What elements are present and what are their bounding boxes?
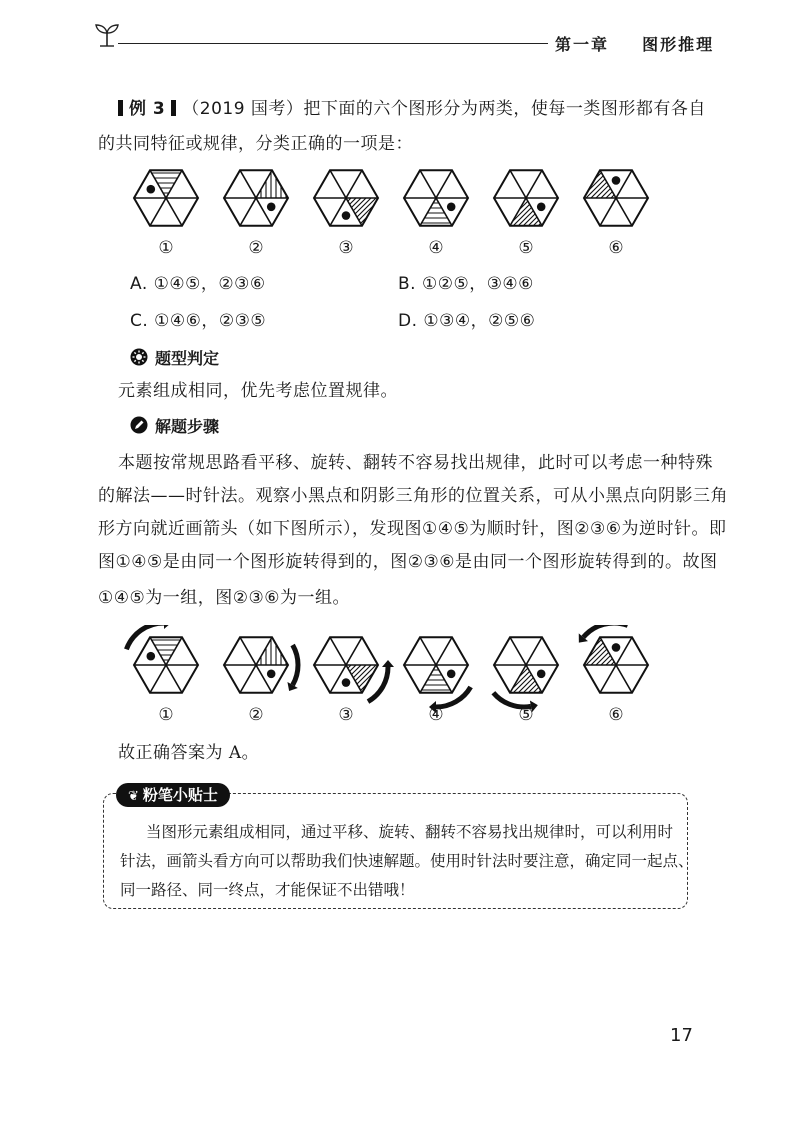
figure-row-2-label-2: ②	[248, 705, 264, 725]
solution-heading: 解题步骤	[155, 417, 220, 436]
example-bar-right	[171, 100, 176, 116]
black-dot	[612, 176, 621, 185]
tip-sprout-icon: ❦	[128, 789, 139, 804]
option-a: A. ①④⑤，②③⑥	[130, 274, 266, 294]
solution-line-1: 本题按常规思路看平移、旋转、翻转不容易找出规律，此时可以考虑一种特殊	[118, 453, 713, 473]
solution-line-2: 的解法——时针法。观察小黑点和阴影三角形的位置关系，可从小黑点向阴影三角	[98, 486, 728, 506]
figure-row-2-label-4: ④	[428, 705, 444, 725]
black-dot	[447, 202, 456, 211]
example-label: 例 3	[129, 99, 166, 119]
chapter-heading	[555, 32, 714, 55]
figure-row-1-label-3: ③	[338, 238, 354, 258]
black-dot	[537, 202, 546, 211]
example-text-1: （2019 国考）把下面的六个图形分为两类，使每一类图形都有各自	[182, 99, 706, 119]
black-dot	[612, 643, 621, 652]
hexagon-figure-6	[516, 165, 680, 238]
tip-line-3: 同一路径、同一终点，才能保证不出错哦！	[120, 881, 415, 899]
black-dot	[447, 669, 456, 678]
answer-text: 故正确答案为 A。	[118, 743, 260, 763]
black-dot	[147, 652, 156, 661]
shaded-triangle	[516, 165, 680, 238]
figure-row-1-label-4: ④	[428, 238, 444, 258]
black-dot	[537, 669, 546, 678]
figure-row-1-label-2: ②	[248, 238, 264, 258]
example-line-1	[118, 98, 706, 121]
figure-row-1-label-6: ⑥	[608, 238, 624, 258]
pencil-icon	[130, 416, 148, 434]
black-dot	[342, 678, 351, 687]
tip-line-1: 当图形元素组成相同，通过平移、旋转、翻转不容易找出规律时，可以利用时	[146, 823, 674, 841]
solution-line-3: 形方向就近画箭头（如下图所示），发现图①④⑤为顺时针，图②③⑥为逆时针。即	[98, 519, 727, 539]
chapter-title: 图形推理	[642, 35, 715, 54]
option-c: C. ①④⑥，②③⑤	[130, 311, 267, 331]
rotation-arrow-6	[579, 625, 628, 643]
example-text-2: 的共同特征或规律，分类正确的一项是：	[98, 134, 413, 154]
sprout-icon	[92, 22, 122, 48]
solution-line-4: 图①④⑤是由同一个图形旋转得到的，图②③⑥是由同一个图形旋转得到的。故图	[98, 552, 718, 572]
option-b: B. ①②⑤，③④⑥	[398, 274, 534, 294]
header-rule	[118, 43, 548, 44]
tip-title-badge	[116, 783, 230, 807]
hexagon-figure-2	[196, 165, 316, 238]
figure-row-2-label-3: ③	[338, 705, 354, 725]
sun-icon	[130, 348, 148, 366]
judgment-heading: 题型判定	[155, 349, 220, 368]
rotation-arrow-3	[368, 660, 394, 702]
figure-row-1	[120, 165, 680, 265]
chapter-number: 第一章	[555, 35, 610, 54]
black-dot	[147, 185, 156, 194]
figure-row-2-label-6: ⑥	[608, 705, 624, 725]
rotation-arrow-2	[287, 645, 298, 691]
page-number: 17	[670, 1025, 693, 1046]
black-dot	[267, 669, 276, 678]
tip-line-2: 针法，画箭头看方向可以帮助我们快速解题。使用时针法时要注意，确定同一起点、	[120, 852, 694, 870]
shaded-triangle	[196, 165, 316, 238]
figure-row-2-label-1: ①	[158, 705, 174, 725]
option-d: D. ①③④，②⑤⑥	[398, 311, 536, 331]
figure-row-1-label-5: ⑤	[518, 238, 534, 258]
solution-line-5: ①④⑤为一组，图②③⑥为一组。	[98, 588, 350, 608]
judgment-text: 元素组成相同，优先考虑位置规律。	[118, 381, 398, 401]
example-bar-left	[118, 100, 123, 116]
tip-title: 粉笔小贴士	[142, 786, 218, 804]
black-dot	[267, 202, 276, 211]
figure-row-2-label-5: ⑤	[518, 705, 534, 725]
figure-row-2	[120, 625, 680, 735]
black-dot	[342, 211, 351, 220]
figure-row-1-label-1: ①	[158, 238, 174, 258]
